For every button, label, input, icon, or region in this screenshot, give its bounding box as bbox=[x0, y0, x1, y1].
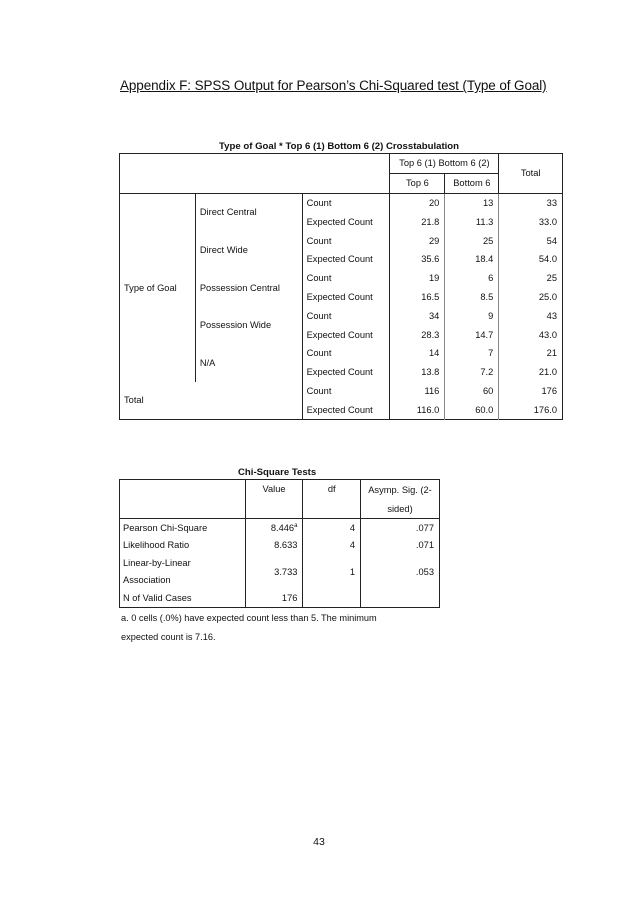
cell-value: 21 bbox=[499, 344, 563, 363]
stat-label: Expected Count bbox=[302, 325, 390, 344]
cell-value: 25 bbox=[499, 269, 563, 288]
chi-df-header: df bbox=[303, 480, 361, 519]
cell-value: 29 bbox=[390, 231, 445, 250]
chi-value bbox=[245, 519, 303, 537]
chi-row bbox=[120, 554, 440, 572]
stat-label: Expected Count bbox=[302, 288, 390, 307]
cell-value: 6 bbox=[445, 269, 499, 288]
cell-value: 7.2 bbox=[445, 363, 499, 382]
stat-label: Expected Count bbox=[302, 250, 390, 269]
chi-row-label: Pearson Chi-Square bbox=[123, 522, 208, 533]
chi-sig-header-line1: Asymp. Sig. (2- bbox=[361, 480, 440, 500]
cell-value: 43.0 bbox=[499, 325, 563, 344]
crosstab-total-header: Total bbox=[499, 154, 563, 194]
cell-value: 60.0 bbox=[445, 400, 499, 419]
stat-label: Count bbox=[302, 306, 390, 325]
chi-value: 3.733 bbox=[245, 554, 303, 589]
cell-value: 13 bbox=[445, 193, 499, 212]
chi-value-number: 8.446 bbox=[270, 522, 295, 533]
cell-value: 16.5 bbox=[390, 288, 445, 307]
crosstab-corner-cell bbox=[120, 154, 390, 194]
chi-footnote bbox=[121, 609, 421, 647]
cell-value: 54 bbox=[499, 231, 563, 250]
appendix-heading: Appendix F: SPSS Output for Pearson’s Chi-Squared test (Type of Goal) bbox=[120, 78, 547, 93]
cell-value: 116.0 bbox=[390, 400, 445, 419]
chi-sig: .053 bbox=[361, 554, 440, 589]
chi-square-title: Chi-Square Tests bbox=[238, 467, 317, 478]
chi-sig bbox=[361, 589, 440, 607]
cell-value: 176 bbox=[499, 382, 563, 401]
footnote-line-1: a. 0 cells (.0%) have expected count less than 5. The minimum bbox=[121, 613, 377, 623]
stat-label: Count bbox=[302, 193, 390, 212]
chi-sig: .077 bbox=[361, 519, 440, 537]
cell-value: 116 bbox=[390, 382, 445, 401]
chi-df: 4 bbox=[303, 537, 361, 555]
cell-value: 7 bbox=[445, 344, 499, 363]
cell-value: 25.0 bbox=[499, 288, 563, 307]
stat-label: Expected Count bbox=[302, 400, 390, 419]
cell-value: 33 bbox=[499, 193, 563, 212]
cell-value: 20 bbox=[390, 193, 445, 212]
category-label: Possession Wide bbox=[199, 320, 272, 331]
category-label: Direct Wide bbox=[199, 244, 248, 255]
crosstab-group-header: Top 6 (1) Bottom 6 (2) bbox=[390, 154, 499, 174]
chi-row-label: Linear-by-Linear bbox=[123, 557, 191, 568]
chi-df bbox=[303, 589, 361, 607]
stat-label: Count bbox=[302, 231, 390, 250]
chi-row-label: Likelihood Ratio bbox=[123, 540, 190, 551]
cell-value: 33.0 bbox=[499, 212, 563, 231]
cell-value: 54.0 bbox=[499, 250, 563, 269]
chi-df: 4 bbox=[303, 519, 361, 537]
cell-value: 60 bbox=[445, 382, 499, 401]
cell-value: 9 bbox=[445, 306, 499, 325]
chi-value: 8.633 bbox=[245, 537, 303, 555]
cell-value: 18.4 bbox=[445, 250, 499, 269]
cell-value: 176.0 bbox=[499, 400, 563, 419]
page-number: 43 bbox=[313, 836, 325, 848]
cell-value: 19 bbox=[390, 269, 445, 288]
crosstab-title: Type of Goal * Top 6 (1) Bottom 6 (2) Crosstabulation bbox=[219, 141, 460, 152]
crosstab-table bbox=[119, 153, 563, 420]
chi-corner-cell bbox=[120, 480, 246, 519]
stat-label: Expected Count bbox=[302, 212, 390, 231]
chi-sig: .071 bbox=[361, 537, 440, 555]
cell-value: 35.6 bbox=[390, 250, 445, 269]
cell-value: 13.8 bbox=[390, 363, 445, 382]
cell-value: 28.3 bbox=[390, 325, 445, 344]
crosstab-bottom6-header: Bottom 6 bbox=[445, 173, 499, 193]
crosstab-top6-header: Top 6 bbox=[390, 173, 445, 193]
crosstab-header-row-1 bbox=[120, 154, 563, 174]
chi-value-header: Value bbox=[245, 480, 303, 519]
chi-header-row bbox=[120, 480, 440, 500]
cell-value: 25 bbox=[445, 231, 499, 250]
stat-label: Count bbox=[302, 382, 390, 401]
cell-value: 21.8 bbox=[390, 212, 445, 231]
chi-row-label: N of Valid Cases bbox=[123, 592, 192, 603]
chi-value: 176 bbox=[245, 589, 303, 607]
chi-row bbox=[120, 519, 440, 537]
chi-square-table bbox=[119, 479, 440, 608]
footnote-marker: a bbox=[294, 522, 298, 529]
footnote-line-2: expected count is 7.16. bbox=[121, 632, 216, 642]
category-label: N/A bbox=[199, 357, 216, 368]
stat-label: Expected Count bbox=[302, 363, 390, 382]
cell-value: 34 bbox=[390, 306, 445, 325]
chi-row bbox=[120, 589, 440, 607]
row-group-label: Type of Goal bbox=[120, 193, 196, 381]
chi-df: 1 bbox=[303, 554, 361, 589]
cell-value: 43 bbox=[499, 306, 563, 325]
cell-value: 14.7 bbox=[445, 325, 499, 344]
chi-row-label-line2: Association bbox=[123, 575, 171, 586]
cell-value: 11.3 bbox=[445, 212, 499, 231]
crosstab-row bbox=[120, 193, 563, 212]
cell-value: 8.5 bbox=[445, 288, 499, 307]
total-label: Total bbox=[120, 382, 303, 420]
stat-label: Count bbox=[302, 344, 390, 363]
chi-row bbox=[120, 537, 440, 555]
crosstab-total-row bbox=[120, 382, 563, 401]
chi-sig-header-line2: sided) bbox=[361, 499, 440, 519]
cell-value: 14 bbox=[390, 344, 445, 363]
category-label: Direct Central bbox=[199, 207, 257, 218]
stat-label: Count bbox=[302, 269, 390, 288]
category-label: Possession Central bbox=[199, 282, 280, 293]
cell-value: 21.0 bbox=[499, 363, 563, 382]
